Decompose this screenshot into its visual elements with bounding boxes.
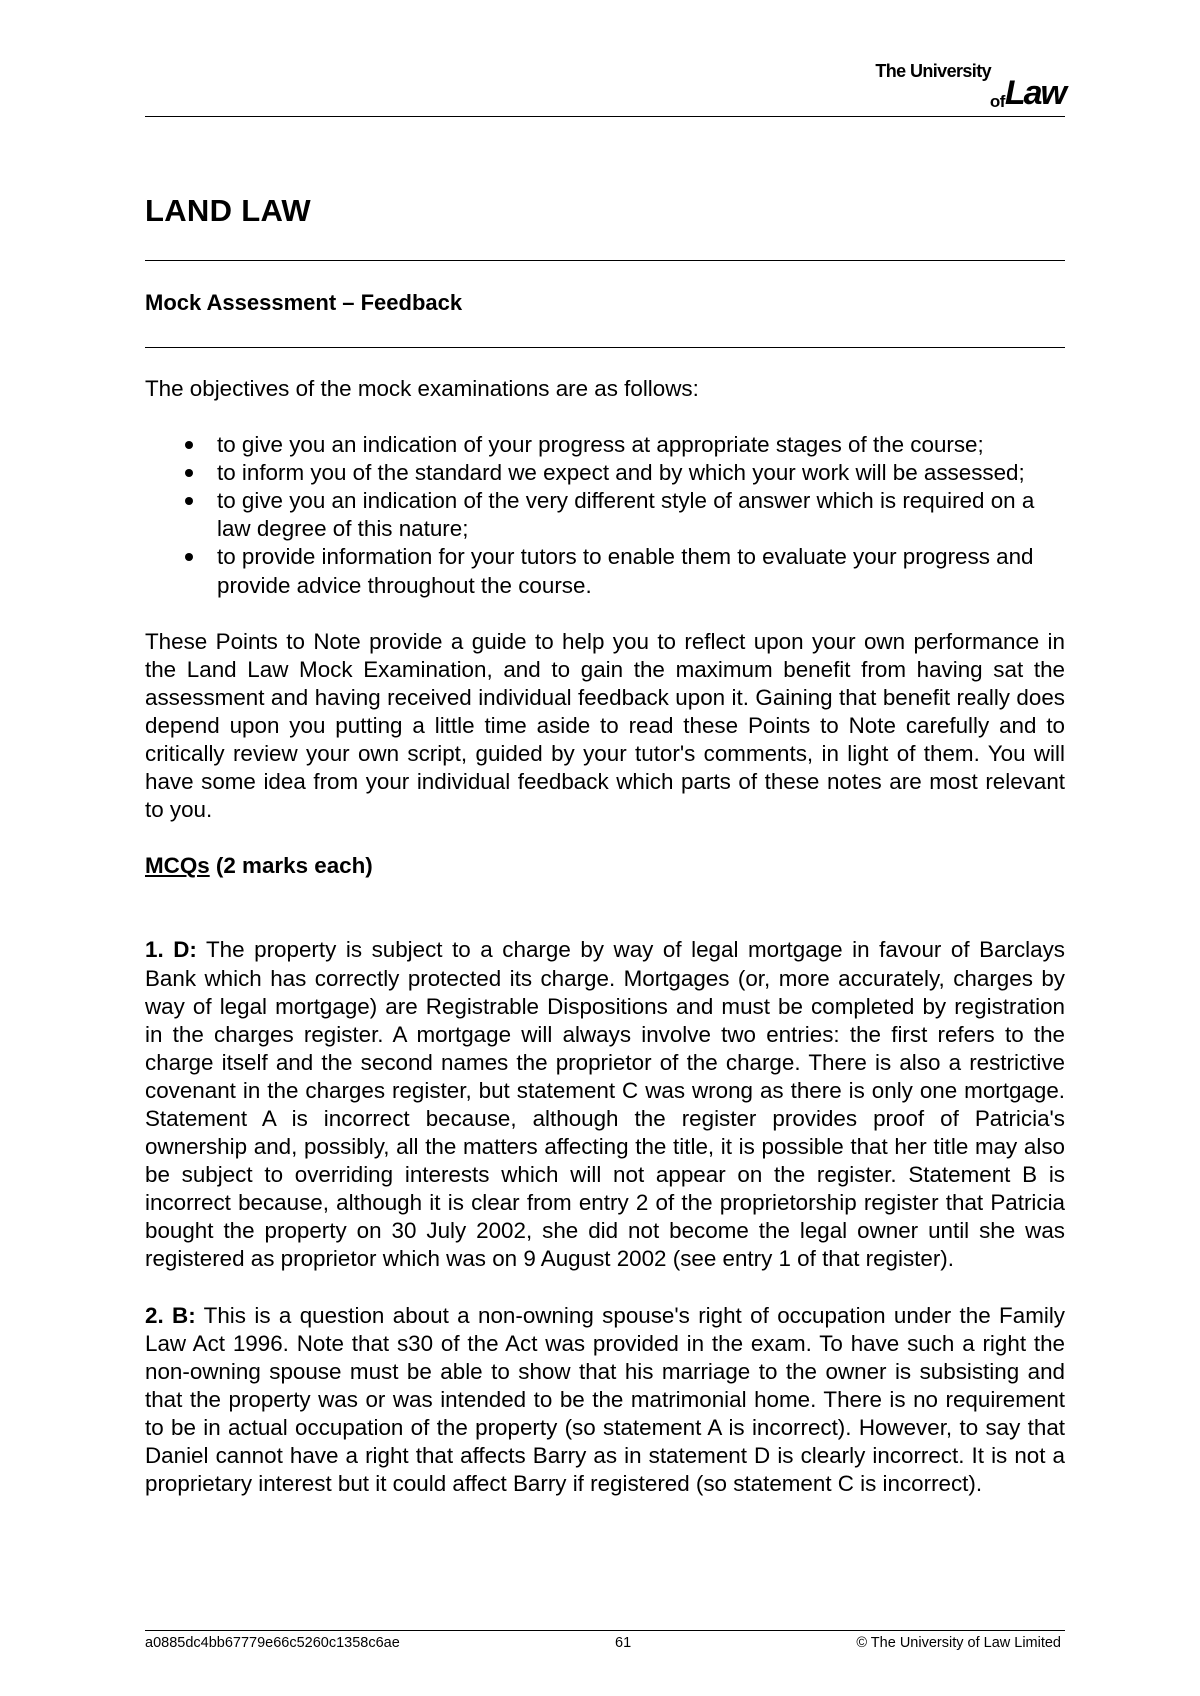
page-title: LAND LAW — [145, 193, 311, 228]
mcq-heading-text: MCQs — [145, 853, 210, 879]
objectives-list — [145, 431, 1065, 600]
footer-page-number: 61 — [615, 1635, 632, 1651]
answer-label: 2. B: — [145, 1302, 196, 1328]
bullet-icon — [185, 469, 193, 477]
logo-text-top: The University — [875, 61, 991, 81]
bullet-icon — [185, 553, 193, 561]
page-subtitle: Mock Assessment – Feedback — [145, 290, 463, 315]
mcq-section-heading — [145, 852, 1065, 880]
logo-text-of: of — [989, 92, 1005, 111]
logo-text-law: Law — [1004, 74, 1065, 112]
answer-text: The property is subject to a charge by way of legal mortgage in favour of Barclays Bank which has correctly protected its charge. Mortgages (or, more accurately, charges by way of legal mortgage) are Registrable Dispositions and must be completed by registration in the charges register. A mortgage will always involve two entries: the first refers to the charge itself and the second names the proprietor of the charge. There is also a restrictive covenant in the charges register, but statement C was wrong as there is only one mortgage. Statement A is incorrect because, although the register provides proof of Patricia's ownership and, possibly, all the matters affecting the title, it is possible that her title may also be subject to overriding interests which will not appear on the register. Statement B is incorrect because, although it is clear from entry 2 of the proprietorship register that Patricia bought the property on 30 July 2002, she did not become the legal owner until she was registered as proprietor which was on 9 August 2002 (see entry 1 of that register). — [145, 937, 1065, 1272]
document-body — [145, 375, 1065, 1498]
footer-document-id: a0885dc4bb67779e66c5260c1358c6ae — [145, 1635, 400, 1651]
list-item-text: to give you an indication of your progress at appropriate stages of the course; — [217, 432, 984, 458]
answer-label: 1. D: — [145, 937, 197, 963]
intro-text: The objectives of the mock examinations are as follows: — [145, 376, 699, 401]
title-rule — [145, 260, 1065, 261]
bullet-icon — [185, 497, 193, 505]
bullet-icon — [185, 441, 193, 449]
list-item — [145, 487, 1065, 543]
university-logo — [875, 62, 1065, 110]
list-item-text: to give you an indication of the very different style of answer which is required on a law degree of this nature; — [217, 488, 1035, 542]
list-item-text: to inform you of the standard we expect and by which your work will be assessed; — [217, 460, 1025, 486]
answer-paragraph-2 — [145, 1302, 1065, 1499]
list-item-text: to provide information for your tutors to enable them to evaluate your progress and provide advice throughout the course. — [217, 544, 1034, 598]
points-to-note-paragraph: These Points to Note provide a guide to help you to reflect upon your own performance in the Land Law Mock Examination, and to gain the maximum benefit from having sat the assessment and having received individual feedback upon it. Gaining that benefit really does depend upon you putting a little time aside to read these Points to Note carefully and to critically review your own script, guided by your tutor's comments, in light of them. You will have some idea from your individual feedback which parts of these notes are most relevant to you. — [145, 628, 1065, 823]
mcq-marks-text: (2 marks each) — [209, 853, 373, 879]
document-page — [145, 0, 1065, 1696]
answer-text: This is a question about a non-owning spouse's right of occupation under the Family Law Act 1996. Note that s30 of the Act was provided in the exam. To have such a right the non-owning spouse must be able to show that his marriage to the owner is subsisting and that the property was or was intended to be the matrimonial home. There is no requirement to be in actual occupation of the property (so statement A is incorrect). However, to say that Daniel cannot have a right that affects Barry as in statement D is clearly incorrect. It is not a proprietary interest but it could affect Barry if registered (so statement C is incorrect). — [145, 1302, 1065, 1497]
list-item — [145, 459, 1065, 487]
answer-paragraph-1 — [145, 936, 1065, 1273]
list-item — [145, 431, 1065, 459]
footer-rule — [145, 1630, 1065, 1631]
footer-copyright: © The University of Law Limited — [856, 1635, 1061, 1651]
header-rule — [145, 116, 1065, 117]
logo-line-bottom — [875, 76, 1065, 110]
subtitle-rule — [145, 347, 1065, 348]
list-item — [145, 543, 1065, 599]
